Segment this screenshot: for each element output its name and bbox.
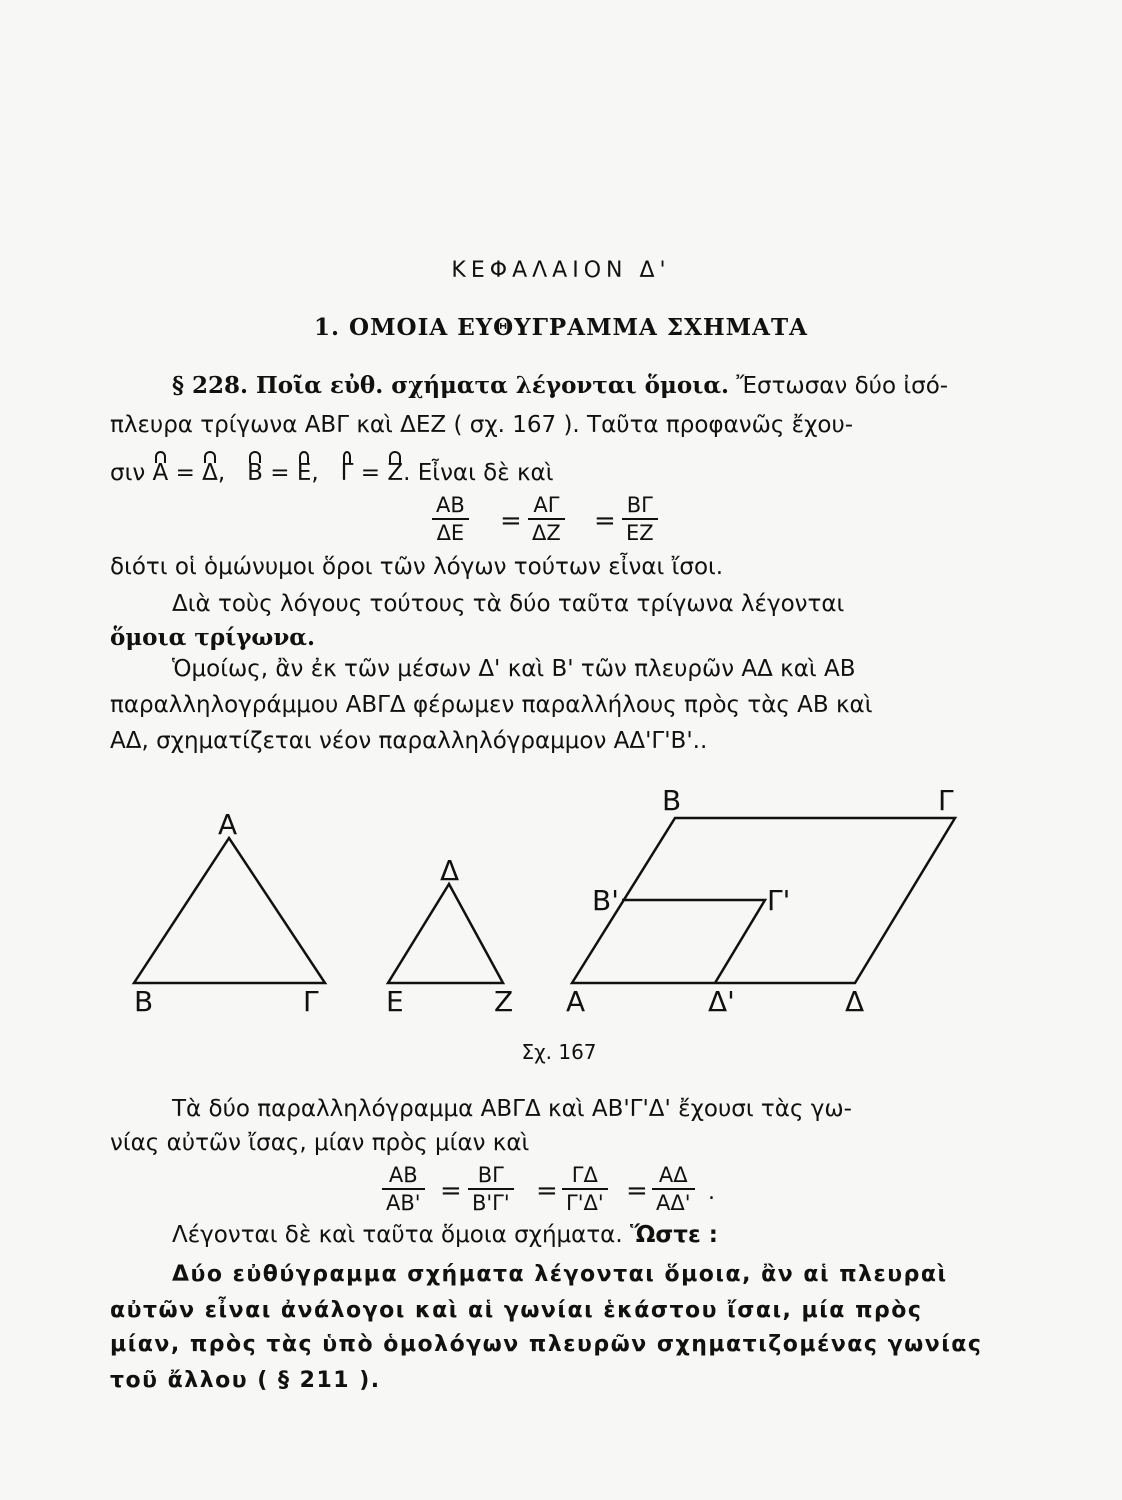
label-par-a: Α bbox=[566, 985, 586, 1018]
ratio-gd-gpdp bbox=[562, 1162, 608, 1216]
equals-sign: = bbox=[594, 506, 616, 536]
frac-den: ΔΕ bbox=[436, 521, 465, 545]
frac-num: ΒΓ bbox=[622, 492, 658, 520]
section-title: 1. ΟΜΟΙΑ ΕΥΘΥΓΡΑΜΜΑ ΣΧΗΜΑΤΑ bbox=[314, 314, 808, 341]
triangle-dez bbox=[388, 884, 503, 983]
section-lead: § 228. Ποῖα εὐθ. σχήματα λέγονται ὅμοια. bbox=[172, 372, 730, 399]
label-tri2-left: Ε bbox=[386, 985, 404, 1018]
para2-line2: Διὰ τοὺς λόγους τούτους τὰ δύο ταῦτα τρίγωνα λέγονται bbox=[172, 591, 845, 617]
para2-line3: ὅμοια τρίγωνα. bbox=[110, 624, 316, 651]
angle-z: Ζ bbox=[387, 460, 404, 486]
equals-sign: = bbox=[536, 1176, 558, 1206]
label-tri2-top: Δ bbox=[440, 854, 460, 887]
label-par-bp: Β' bbox=[592, 884, 619, 917]
label-tri1-top: Α bbox=[218, 808, 238, 841]
para1-rest: Ἔστωσαν δύο ἰσό- bbox=[736, 373, 949, 399]
para1-line3-suffix: . Εἶναι δὲ καὶ bbox=[403, 460, 554, 486]
chapter-heading: ΚΕΦΑΛΑΙΟΝ Δ' bbox=[451, 258, 671, 283]
frac-den: ΕΖ bbox=[626, 521, 654, 545]
label-tri2-right: Ζ bbox=[494, 985, 514, 1018]
equals-sign: = bbox=[440, 1176, 462, 1206]
para3-line3: ΑΔ, σχηματίζεται νέον παραλληλόγραμμον ΑΔ'Γ'Β'.. bbox=[110, 728, 708, 754]
frac-den: ΑΒ' bbox=[386, 1191, 421, 1215]
frac-num: ΑΒ bbox=[432, 492, 469, 520]
figure-caption: Σχ. 167 bbox=[521, 1040, 597, 1064]
frac-den: ΑΔ' bbox=[656, 1191, 691, 1215]
para5-conclusion: Ὥστε : bbox=[629, 1222, 718, 1248]
para5-text: Λέγονται δὲ καὶ ταῦτα ὅμοια σχήματα. bbox=[172, 1222, 623, 1248]
angle-a: Α bbox=[152, 460, 169, 486]
frac-den: Β'Γ' bbox=[472, 1191, 510, 1215]
label-tri1-right: Γ bbox=[303, 985, 319, 1018]
para3-line1: Ὁμοίως, ἂν ἐκ τῶν μέσων Δ' καὶ Β' τῶν πλευρῶν ΑΔ καὶ ΑΒ bbox=[172, 656, 856, 682]
frac-num: ΒΓ bbox=[468, 1162, 514, 1190]
para4-line2: νίας αὐτῶν ἴσας, μίαν πρὸς μίαν καὶ bbox=[110, 1130, 530, 1156]
para3-line2: παραλληλογράμμου ΑΒΓΔ φέρωμεν παραλλήλους πρὸς τὰς ΑΒ καὶ bbox=[110, 692, 873, 718]
para2-line1: διότι οἱ ὁμώνυμοι ὅροι τῶν λόγων τούτων εἶναι ἴσοι. bbox=[110, 554, 724, 580]
para5-line1 bbox=[172, 1222, 718, 1248]
equals-sign: = bbox=[500, 506, 522, 536]
label-par-g: Γ bbox=[938, 784, 954, 817]
angle-d: Δ bbox=[202, 460, 218, 486]
para1-line2: πλευρα τρίγωνα ΑΒΓ καὶ ΔΕΖ ( σχ. 167 ). Ταῦτα προφανῶς ἔχου- bbox=[110, 412, 854, 438]
frac-den: ΔΖ bbox=[532, 521, 561, 545]
frac-num: ΑΔ bbox=[652, 1162, 695, 1190]
ratio-end-period: . bbox=[708, 1180, 715, 1205]
definition-line3: μίαν, πρὸς τὰς ὑπὸ ὁμολόγων πλευρῶν σχηματιζομένας γωνίας bbox=[110, 1332, 983, 1357]
para1-line3-prefix: σιν bbox=[110, 460, 146, 486]
label-par-b: Β bbox=[662, 784, 682, 817]
definition-line2: αὐτῶν εἶναι ἀνάλογοι καὶ αἱ γωνίαι ἑκάστου ἴσαι, μία πρὸς bbox=[110, 1298, 923, 1323]
label-par-dp: Δ' bbox=[708, 985, 735, 1018]
angle-g: Γ bbox=[340, 460, 354, 486]
angle-e: Ε bbox=[296, 460, 312, 486]
frac-num: ΓΔ bbox=[562, 1162, 608, 1190]
label-par-d: Δ bbox=[845, 985, 865, 1018]
label-tri1-left: Β bbox=[134, 985, 154, 1018]
angle-b: Β bbox=[247, 460, 263, 486]
ratio-ab-abp bbox=[382, 1162, 425, 1216]
definition-line1: Δύο εὐθύγραμμα σχήματα λέγονται ὅμοια, ἂν αἱ πλευραὶ bbox=[172, 1262, 948, 1287]
frac-num: ΑΓ bbox=[528, 492, 565, 520]
ratio-ad-adp bbox=[652, 1162, 695, 1216]
para4-line1: Τὰ δύο παραλληλόγραμμα ΑΒΓΔ καὶ ΑΒ'Γ'Δ' ἔχουσι τὰς γω- bbox=[172, 1096, 852, 1122]
ratio-bg-bpgp bbox=[468, 1162, 514, 1216]
label-par-gp: Γ' bbox=[767, 884, 791, 917]
frac-den: Γ'Δ' bbox=[566, 1191, 604, 1215]
equals-sign: = bbox=[626, 1176, 648, 1206]
frac-num: ΑΒ bbox=[382, 1162, 425, 1190]
para1-line3: σιν Α = Δ, Β = Ε, Γ = Ζ. Εἶναι δὲ καὶ bbox=[110, 460, 554, 486]
triangle-abg bbox=[134, 838, 325, 983]
definition-line4: τοῦ ἄλλου ( § 211 ). bbox=[110, 1368, 381, 1393]
parallelogram-inner bbox=[622, 900, 765, 983]
